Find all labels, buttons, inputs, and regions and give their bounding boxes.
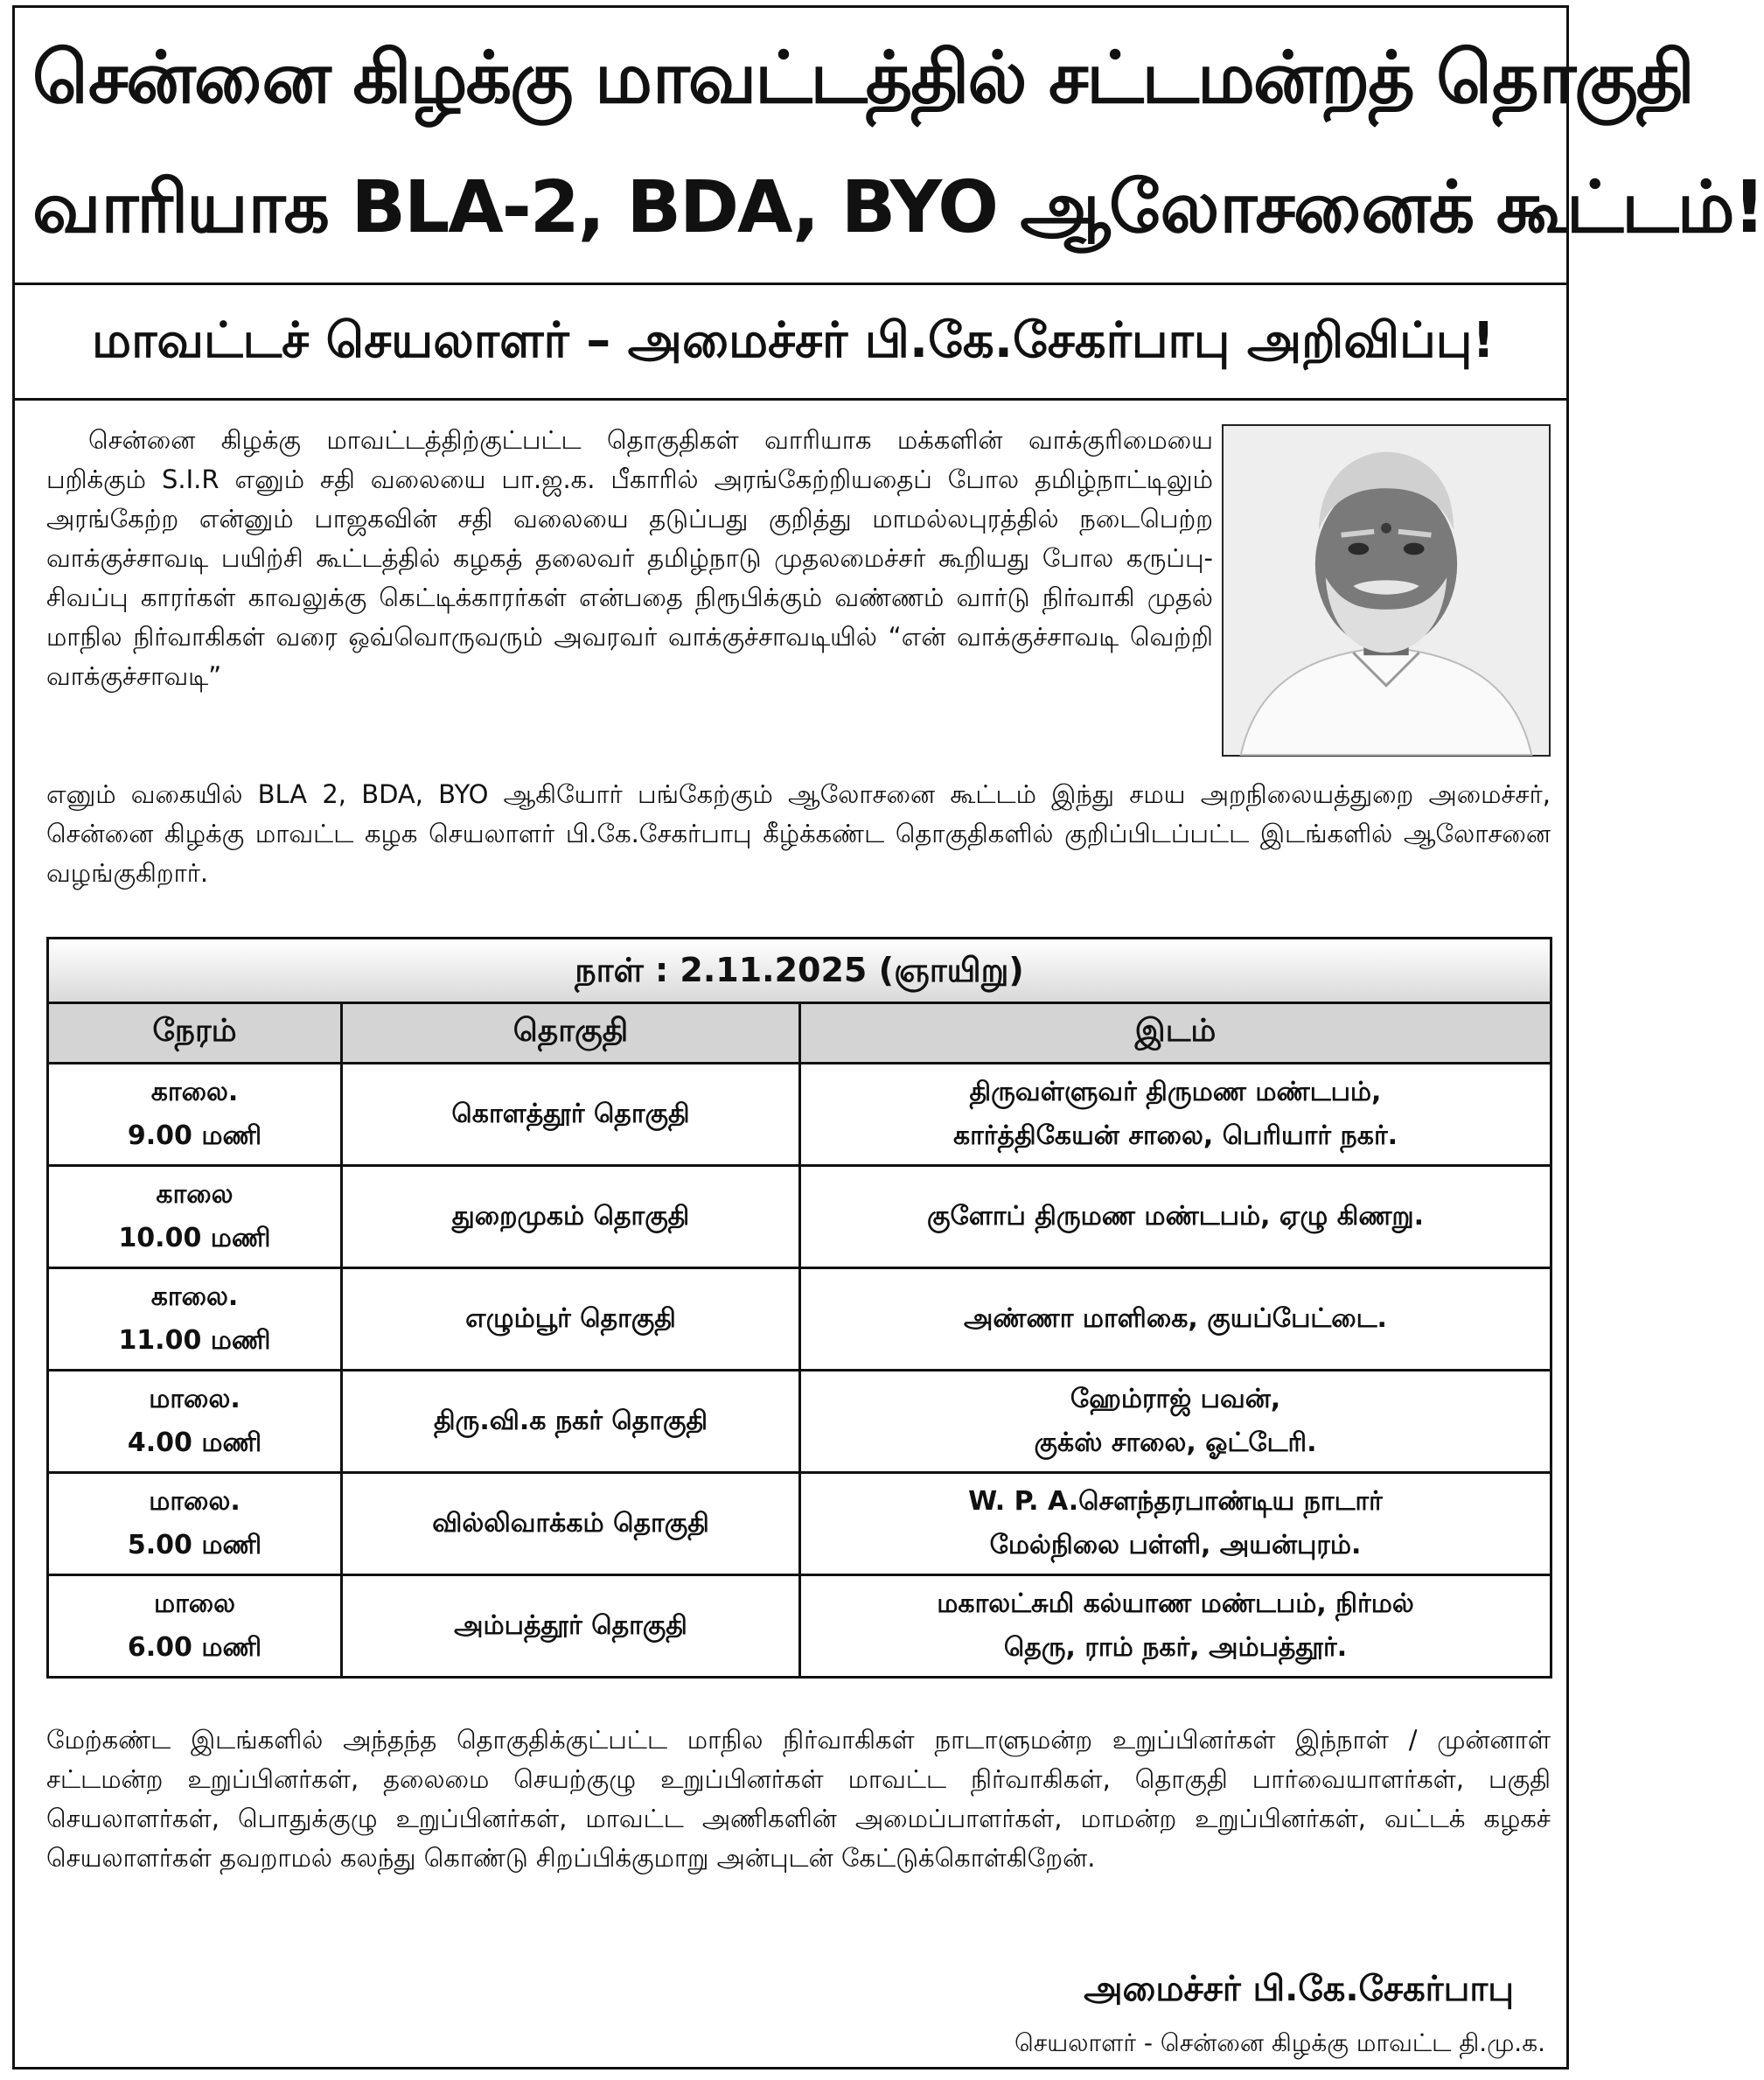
constituency-cell: அம்பத்தூர் தொகுதி bbox=[342, 1575, 800, 1678]
table-row bbox=[48, 1268, 1551, 1371]
venue-cell: குளோப் திருமண மண்டபம், ஏழு கிணறு. bbox=[800, 1166, 1551, 1268]
time-cell: மாலை. 4.00 மணி bbox=[48, 1371, 342, 1473]
table-row bbox=[48, 1064, 1551, 1166]
headline-line-2: வாரியாக BLA-2, BDA, BYO ஆலோசனைக் கூட்டம்! bbox=[32, 166, 1764, 249]
constituency-cell: துறைமுகம் தொகுதி bbox=[342, 1166, 800, 1268]
venue-cell: W. P. A.சௌந்தரபாண்டிய நாடார் மேல்நிலை பள்ளி, அயன்புரம். bbox=[800, 1473, 1551, 1575]
time-cell: மாலை 6.00 மணி bbox=[48, 1575, 342, 1678]
intro-paragraph-continued: எனும் வகையில் BLA 2, BDA, BYO ஆகியோர் பங்கேற்கும் ஆலோசனை கூட்டம் இந்து சமய அறநிலையத்துறை அமைச்சர், சென்னை கிழக்கு மாவட்ட கழக செயலாளர் பி.கே.சேகர்பாபு கீழ்க்கண்ட தொகுதிகளில் குறிப்பிடப்பட்ட இடங்களில் ஆலோசனை வழங்குகிறார். bbox=[46, 779, 1551, 888]
divider bbox=[15, 283, 1566, 285]
portrait-illustration bbox=[1224, 426, 1549, 755]
divider bbox=[15, 398, 1566, 401]
subheadline: மாவட்டச் செயலாளர் – அமைச்சர் பி.கே.சேகர்பாபு அறிவிப்பு! bbox=[92, 312, 1495, 369]
constituency-cell: எழும்பூர் தொகுதி bbox=[342, 1268, 800, 1371]
schedule-table bbox=[46, 937, 1552, 1679]
venue-cell: அண்ணா மாளிகை, குயப்பேட்டை. bbox=[800, 1268, 1551, 1371]
constituency-cell: திரு.வி.க நகர் தொகுதி bbox=[342, 1371, 800, 1473]
headline-line-1: சென்னை கிழக்கு மாவட்டத்தில் சட்டமன்றத் தொகுதி bbox=[32, 37, 1693, 120]
table-row bbox=[48, 1166, 1551, 1268]
venue-cell: ஹேம்ராஜ் பவன், குக்ஸ் சாலை, ஓட்டேரி. bbox=[800, 1371, 1551, 1473]
venue-cell: திருவள்ளுவர் திருமண மண்டபம், கார்த்திகேயன் சாலை, பெரியார் நகர். bbox=[800, 1064, 1551, 1166]
constituency-cell: வில்லிவாக்கம் தொகுதி bbox=[342, 1473, 800, 1575]
constituency-cell: கொளத்தூர் தொகுதி bbox=[342, 1064, 800, 1166]
time-cell: காலை 10.00 மணி bbox=[48, 1166, 342, 1268]
signature-name: அமைச்சர் பி.கே.சேகர்பாபு bbox=[1084, 1969, 1514, 2009]
intro-paragraph: சென்னை கிழக்கு மாவட்டத்திற்குட்பட்ட தொகுதிகள் வாரியாக மக்களின் வாக்குரிமையை பறிக்கும் S.I.R எனும் சதி வலையை பா.ஜ.க. பீகாரில் அரங்கேற்றியதைப் போல தமிழ்நாட்டிலும் அரங்கேற்ற என்னும் பாஜகவின் சதி வலையை தடுப்பது குறித்து மாமல்லபுரத்தில் நடைபெற்ற வாக்குச்சாவடி பயிற்சி கூட்டத்தில் கழகத் தலைவர் தமிழ்நாடு முதலமைச்சர் கூறியது போல கருப்பு-சிவப்பு காரர்கள் காவலுக்கு கெட்டிக்காரர்கள் என்பதை நிரூபிக்கும் வண்ணம் வார்டு நிர்வாகி முதல் மாநில நிர்வாகிகள் வரை ஒவ்வொருவரும் அவரவர் வாக்குச்சாவடியில் “என் வாக்குச்சாவடி வெற்றி வாக்குச்சாவடி” bbox=[46, 425, 1213, 691]
portrait-photo bbox=[1222, 424, 1551, 757]
table-row bbox=[48, 1575, 1551, 1678]
notice-frame bbox=[12, 5, 1764, 2070]
time-cell: காலை. 11.00 மணி bbox=[48, 1268, 342, 1371]
table-header-row bbox=[48, 1003, 1551, 1064]
schedule-grid bbox=[46, 1002, 1552, 1679]
time-cell: மாலை. 5.00 மணி bbox=[48, 1473, 342, 1575]
table-row bbox=[48, 1473, 1551, 1575]
table-row bbox=[48, 1371, 1551, 1473]
schedule-date: நாள் : 2.11.2025 (ஞாயிறு) bbox=[46, 937, 1552, 1002]
time-cell: காலை. 9.00 மணி bbox=[48, 1064, 342, 1166]
signature-designation: செயலாளர் - சென்னை கிழக்கு மாவட்ட தி.மு.க. bbox=[1014, 2028, 1545, 2057]
venue-cell: மகாலட்சுமி கல்யாண மண்டபம், நிர்மல் தெரு, ராம் நகர், அம்பத்தூர். bbox=[800, 1575, 1551, 1678]
closing-paragraph: மேற்கண்ட இடங்களில் அந்தந்த தொகுதிக்குட்பட்ட மாநில நிர்வாகிகள் நாடாளுமன்ற உறுப்பினர்கள் இந்நாள் / முன்னாள் சட்டமன்ற உறுப்பினர்கள், தலைமை செயற்குழு உறுப்பினர்கள் மாவட்ட நிர்வாகிகள், தொகுதி பார்வையாளர்கள், பகுதி செயலாளர்கள், பொதுக்குழு உறுப்பினர்கள், மாவட்ட அணிகளின் அமைப்பாளர்கள், மாமன்ற உறுப்பினர்கள், வட்டக் கழகச் செயலாளர்கள் தவறாமல் கலந்து கொண்டு சிறப்பிக்குமாறு அன்புடன் கேட்டுக்கொள்கிறேன். bbox=[46, 1725, 1551, 1873]
header-time: நேரம் bbox=[48, 1003, 342, 1064]
header-constituency: தொகுதி bbox=[342, 1003, 800, 1064]
header-venue: இடம் bbox=[800, 1003, 1551, 1064]
